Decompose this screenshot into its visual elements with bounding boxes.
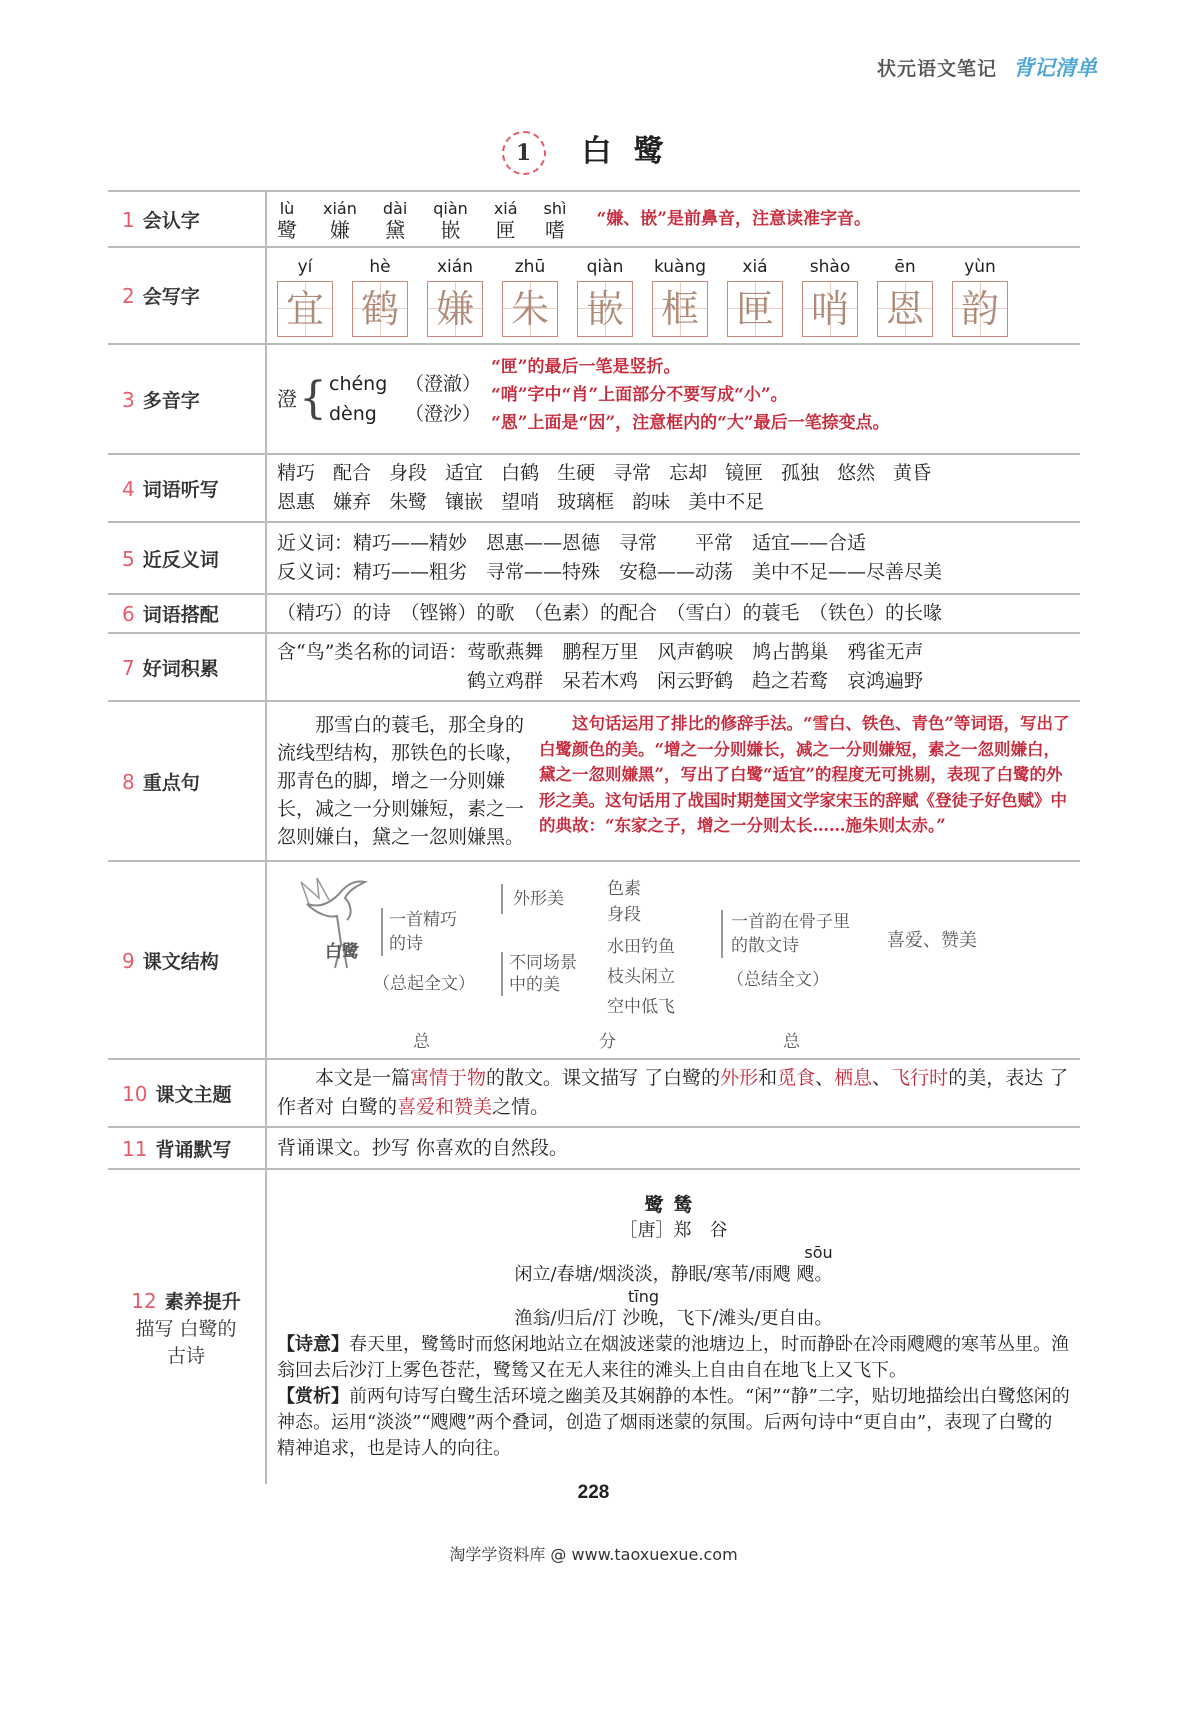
write-char: xián 嫌 <box>427 255 483 337</box>
structure-shape-item: 色素 <box>607 879 641 899</box>
write-char: hè 鹤 <box>352 255 408 337</box>
list-name: 背记清单 <box>1013 56 1097 80</box>
row-label: 10 课文主题 <box>108 1059 266 1127</box>
keysentence-content <box>266 701 1080 861</box>
recognize-char: qiàn 嵌 <box>433 199 468 242</box>
row-label: 1 会认字 <box>108 191 266 247</box>
row-collocation <box>108 594 1080 633</box>
write-grid <box>277 255 1070 337</box>
theme-content: 本文是一篇寓情于物的散文。课文描写 了白鹭的外形和觅食、栖息、飞行时的美，表达 了作者对 白鹭的喜爱和赞美之情。 <box>266 1059 1080 1127</box>
row-label: 8 重点句 <box>108 701 266 861</box>
dictation-word: 玻璃框 <box>557 491 615 513</box>
recognize-char: dài 黛 <box>382 199 408 242</box>
row-label: 5 近反义词 <box>108 522 266 594</box>
reading-1: chéng （澄澈） <box>329 373 482 395</box>
structure-b2: 分 <box>599 1032 616 1052</box>
dictation-content <box>266 454 1080 522</box>
structure-first: 一首精巧的诗 <box>381 908 463 956</box>
recognize-note: “嫌、嵌”是前鼻音，注意读准字音。 <box>596 208 872 229</box>
row-label: 11 背诵默写 <box>108 1127 266 1169</box>
poem-meaning: 春天里，鹭鸶时而悠闲地站立在烟波迷蒙的池塘边上，时而静卧在冷雨飕飕的寒苇丛里。渔翁回去后沙汀上雾色苍茫，鹭鸶又在无人来往的滩头上自由自在地飞上又飞下。 <box>277 1334 1069 1381</box>
row-recite <box>108 1127 1080 1169</box>
write-char: qiàn 嵌 <box>577 255 633 337</box>
row-label: 12 素养提升 描写 白鹭的 古诗 <box>108 1169 266 1484</box>
dictation-word: 恩惠 <box>277 491 316 513</box>
structure-scene: 不同场景中的美 <box>501 952 589 996</box>
structure-scene-item: 枝头闲立 <box>607 967 675 987</box>
row-goodwords <box>108 633 1080 701</box>
poem-pinyin: tīng <box>627 1287 659 1306</box>
dictation-word: 韵味 <box>632 491 671 513</box>
goodwords-content <box>266 633 1080 701</box>
synonym-line: 近义词：精巧——精妙 恩惠——恩德 寻常 平常 适宜——合适 <box>277 532 867 554</box>
structure-first-tag: （总起全文） <box>373 974 475 994</box>
row-structure <box>108 861 1080 1059</box>
row-recognize <box>108 191 1080 247</box>
recognize-char: xiá 匣 <box>493 199 518 242</box>
write-char: yí 宜 <box>277 255 333 337</box>
dictation-word: 黄昏 <box>893 462 932 484</box>
dictation-word: 忘却 <box>669 462 708 484</box>
poem-title: 鹭鸶 <box>644 1194 703 1216</box>
synonyms-content <box>266 522 1080 594</box>
dictation-word: 镶嵌 <box>445 491 484 513</box>
page-header <box>877 52 1097 82</box>
row-label: 2 会写字 <box>108 247 266 344</box>
poem-appreciation: 前两句诗写白鹭生活环境之幽美及其娴静的本性。“闲”“静”二字，贴切地描绘出白鹭悠闲的神态。运用“淡淡”“飕飕”两个叠词，创造了烟雨迷蒙的氛围。后两句诗中“更自由”，表现了白鹭的精神追求，也是诗人的向往。 <box>277 1386 1070 1459</box>
collocation-content: （精巧）的诗 （铿锵）的歌 （色素）的配合 （雪白）的蓑毛 （铁色）的长喙 <box>266 594 1080 633</box>
lesson-title-text: 白鹭 <box>581 134 686 169</box>
dictation-word: 生硬 <box>557 462 596 484</box>
structure-shape: 外形美 <box>501 884 585 914</box>
dictation-word: 精巧 <box>277 462 316 484</box>
dictation-word: 望哨 <box>501 491 540 513</box>
row-label: 9 课文结构 <box>108 861 266 1059</box>
structure-bird: 白鹭 <box>325 942 359 962</box>
poem-content: 鹭鸶 ［唐］郑 谷 sōu 闲立/春塘/烟淡淡，静眠/寒苇/雨飕 飕。 tīng 渔翁/归后/汀 沙晚，飞下/滩头/更自由。 【诗意】春天里，鹭鸶时而悠闲地站立在烟波迷蒙的池塘边上，时而静卧在冷雨飕飕的寒苇丛里。渔翁回去后沙汀上雾色苍茫，鹭鸶又在无人来往的滩头上自由自在地飞上又飞下。 【赏析】前两句诗写白鹭生活环境之幽美及其娴静的本性。“闲”“静”二字，贴切地描绘出白鹭悠闲的神态。运用“淡淡”“飕飕”两个叠词，创造了烟雨迷蒙的氛围。后两句诗中“更自由”，表现了白鹭的精神追求，也是诗人的向往。 <box>266 1169 1080 1484</box>
structure-last-tag: （总结全文） <box>727 970 829 990</box>
dictation-word: 白鹤 <box>501 462 540 484</box>
row-label: 6 词语搭配 <box>108 594 266 633</box>
poem-pinyin: sōu <box>804 1243 833 1262</box>
row-synonyms <box>108 522 1080 594</box>
write-char: shào 哨 <box>802 255 858 337</box>
recognize-char: shì 嗜 <box>543 199 567 242</box>
dictation-word: 配合 <box>333 462 372 484</box>
row-theme <box>108 1059 1080 1127</box>
write-char: kuàng 框 <box>652 255 708 337</box>
reading-2: dèng （澄沙） <box>329 403 482 425</box>
dictation-word: 寻常 <box>613 462 652 484</box>
dictation-word: 悠然 <box>837 462 876 484</box>
poem-line: 闲立/春塘/烟淡淡，静眠/寒苇/雨飕 飕。 <box>514 1264 833 1285</box>
row-keysentence <box>108 701 1080 861</box>
structure-feeling: 喜爱、赞美 <box>887 930 977 951</box>
write-char: ēn 恩 <box>877 255 933 337</box>
recognize-char: lù 鹭 <box>277 199 297 242</box>
goodwords-line2: 鹤立鸡群 呆若木鸡 闲云野鹤 趋之若鹜 哀鸿遍野 <box>467 670 924 692</box>
footer: 淘学学资料库 @ www.taoxuexue.com <box>449 1545 738 1564</box>
polyphone-char: 澄 <box>277 386 297 411</box>
brace-icon: { <box>299 373 327 424</box>
recognize-char: xián 嫌 <box>323 199 357 242</box>
write-content <box>266 247 1080 344</box>
dictation-word: 朱鹭 <box>389 491 428 513</box>
write-char: zhū 朱 <box>502 255 558 337</box>
structure-b1: 总 <box>413 1032 430 1052</box>
row-label: 3 多音字 <box>108 344 266 454</box>
poem-line: 渔翁/归后/汀 沙晚，飞下/滩头/更自由。 <box>514 1308 833 1329</box>
structure-scene-item: 水田钓鱼 <box>607 937 675 957</box>
lesson-title <box>0 126 1187 175</box>
lesson-number: 1 <box>502 131 546 175</box>
dictation-word: 镜匣 <box>725 462 764 484</box>
goodwords-line1: 含“鸟”类名称的词语：莺歌燕舞 鹏程万里 风声鹤唳 鸠占鹊巢 鸦雀无声 <box>277 641 924 663</box>
row-poem <box>108 1169 1080 1484</box>
dictation-word: 美中不足 <box>688 491 765 513</box>
row-polyphone <box>108 344 1080 454</box>
row-dictation <box>108 454 1080 522</box>
row-write <box>108 247 1080 344</box>
series-name: 状元语文笔记 <box>876 58 997 80</box>
structure-scene-item: 空中低飞 <box>607 997 675 1017</box>
page-number: 228 <box>577 1482 610 1503</box>
poem-author: ［唐］郑 谷 <box>619 1220 728 1241</box>
notes-table <box>108 190 1080 1484</box>
recognize-content <box>266 191 1080 247</box>
row-label: 7 好词积累 <box>108 633 266 701</box>
dictation-word: 身段 <box>389 462 428 484</box>
key-sentence-note: 这句话运用了排比的修辞手法。“雪白、铁色、青色”等词语，写出了白鹭颜色的美。“增之一分则嫌长，减之一分则嫌短，素之一忽则嫌白，黛之一忽则嫌黑”，写出了白鹭“适宜”的程度无可挑剔，表现了白鹭的外形之美。这句话用了战国时期楚国文学家宋玉的辞赋《登徒子好色赋》中的典故：“东家之子，增之一分则太长……施朱则太赤。” <box>539 714 1070 835</box>
recite-content: 背诵课文。抄写 你喜欢的自然段。 <box>266 1127 1080 1169</box>
antonym-line: 反义词：精巧——粗劣 寻常——特殊 安稳——动荡 美中不足——尽善尽美 <box>277 561 943 583</box>
recognize-chars <box>277 196 566 242</box>
write-notes: “匣”的最后一笔是竖折。 “哨”字中“肖”上面部分不要写成“小”。 “恩”上面是“因”，注意框内的“大”最后一笔捺变点。 <box>491 357 890 433</box>
polyphone-content <box>266 344 1080 454</box>
structure-b3: 总 <box>783 1032 800 1052</box>
key-sentence: 那雪白的蓑毛，那全身的流线型结构，那铁色的长喙，那青色的脚，增之一分则嫌长，减之一分则嫌短，素之一忽则嫌白，黛之一忽则嫌黑。 <box>277 714 525 848</box>
structure-last: 一首韵在骨子里的散文诗 <box>721 910 861 958</box>
dictation-word: 适宜 <box>445 462 484 484</box>
write-char: xiá 匣 <box>727 255 783 337</box>
dictation-word: 孤独 <box>781 462 820 484</box>
write-char: yùn 韵 <box>952 255 1008 337</box>
row-label: 4 词语听写 <box>108 454 266 522</box>
dictation-word: 嫌弃 <box>333 491 372 513</box>
structure-content <box>266 861 1080 1059</box>
structure-shape-item: 身段 <box>607 905 641 925</box>
